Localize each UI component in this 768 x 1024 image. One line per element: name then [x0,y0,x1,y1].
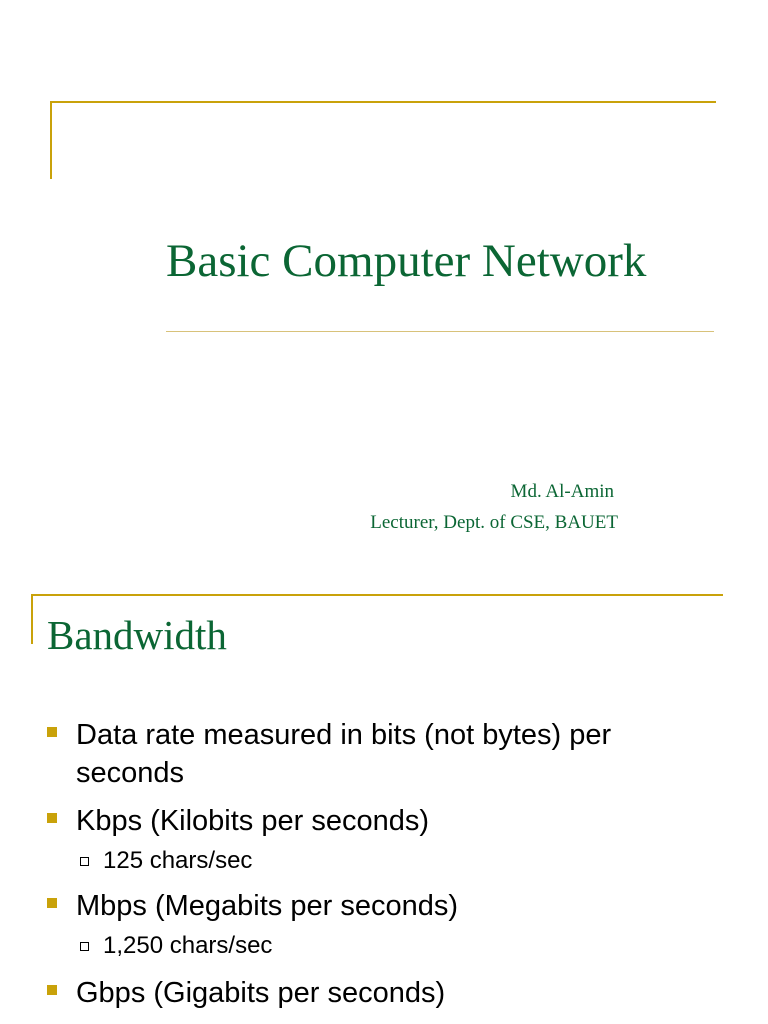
list-item: Kbps (Kilobits per seconds) [76,805,429,837]
author-affiliation: Lecturer, Dept. of CSE, BAUET [370,512,618,533]
sub-list-item: 1,250 chars/sec [103,932,273,959]
bandwidth-slide [0,578,768,1024]
bullet-marker [47,813,57,823]
bullet-marker [47,985,57,995]
bullet-marker [47,898,57,908]
title-underline [166,331,714,332]
list-item: Mbps (Megabits per seconds) [76,890,458,922]
sub-bullet-marker [80,857,89,866]
presentation-title: Basic Computer Network [166,235,647,287]
top-accent-line [51,101,716,103]
bullet-list [0,578,768,1024]
list-item: Gbps (Gigabits per seconds) [76,977,446,1009]
list-item-line: Data rate measured in bits (not bytes) per [76,719,612,751]
slide-title: Bandwidth [47,612,227,658]
sub-list-item: 125 chars/sec [103,847,253,874]
list-item-line: seconds [76,757,185,789]
bullet-marker [47,727,57,737]
left-accent-line [50,101,52,179]
author-name: Md. Al-Amin [510,481,614,502]
list-item [76,716,716,792]
sub-bullet-marker [80,942,89,951]
